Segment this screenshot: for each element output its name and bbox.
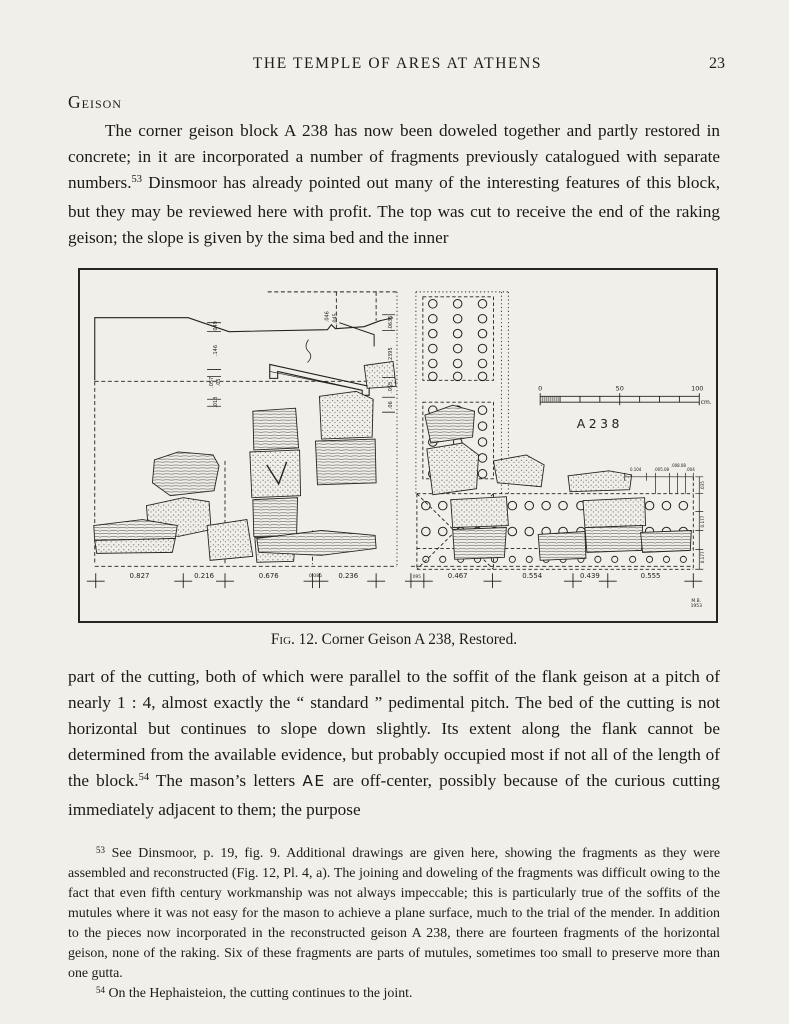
paragraph-2 [68,664,720,823]
scale-fifty-label: 50 [615,384,624,393]
break-squiggle [306,340,311,363]
signature-year: 1953 [690,604,702,610]
dim-label: 0.177 [700,515,706,528]
dim-label: .049 [213,321,220,333]
dim-label: .004 [685,467,695,473]
bottom-dimension-lines [87,566,702,588]
dim-label: 0.216 [194,572,215,581]
page-title: THE TEMPLE OF ARES AT ATHENS [252,55,543,72]
scale-hundred-label: 100 [691,384,704,393]
paragraph-1 [68,118,720,251]
paragraph-2-mid: The mason’s letters [149,771,303,791]
step-cutting-outline [270,365,369,396]
footnote-53-number: 53 [96,845,105,856]
paragraph-2-continued: are off-center, possibly because of the curious cutting immediately adjacent to them; the purpose [68,771,720,820]
scale-unit-label: cm. [700,399,712,407]
figure-caption-label: Fig. [270,631,295,649]
dim-label: .0635 [388,315,395,331]
plan-top-dimensions [625,473,694,494]
dim-label: 095 [412,574,421,580]
dim-label: .06 [388,401,395,410]
paragraph-2-text: part of the cutting, both of which were parallel to the soffit of the flank geison at a pitch of nearly 1 : 4, almost exactly the “ standard ” pedimental pitch. The bed of the cutting is not horizontal but continues to slope down slightly. Its extent along the flank cannot be determined from the available evidence, but probably occupied most if not all of the length of the block. [68,667,720,791]
block-label: A238 [576,416,623,432]
dim-label: .018 [213,396,220,408]
dim-label: .146 [213,345,220,357]
bottom-dimension-labels [130,572,661,580]
footnote-53 [68,844,720,984]
figure-caption-text: 12. Corner Geison A 238, Restored. [294,631,518,649]
dim-label: 0.555 [640,572,661,581]
footnote-54 [68,984,720,1004]
dim-label: .046 [324,311,331,323]
dim-label: 0.085 [308,574,323,580]
paragraph-1-continued: Dinsmoor has already pointed out many of the interesting features of this block, but they may be reviewed here with profit. The top was cut to receive the end of the raking geison; the slope is given by the sima bed and the inner [68,173,720,247]
dim-label: 0.467 [447,572,468,581]
footnote-53-text: See Dinsmoor, p. 19, fig. 9. Additional drawings are given here, showing the fragments as they were assembled and reconstructed (Fig. 12, Pl. 4, a). The joining and doweling of the fragments was difficult owing to the fact that even fifth century workmanship was not always impeccable; this is particularly true of the soffits of the mutules where it was not easy for the mason to achieve a plane surface, much to the trial of the mender. In addition to the pieces now incorporated in the reconstructed geison A 238, there are fourteen fragments of the horizontal geison, none of the raking. Six of these fragments are parts of mutules, sometimes too small to preserve more than one gutta. [68,846,720,982]
section-heading: Geison [68,92,122,112]
right-fragments [425,405,691,560]
dim-label: .055 [388,381,395,394]
dim-label: 0.827 [129,572,150,581]
draftsman-signature [691,598,703,609]
footnote-54-number: 54 [96,985,105,996]
dim-label: .008.08 [670,463,686,469]
dim-label: .2395 [388,347,395,362]
page-number: 23 [709,55,725,72]
footnote-ref-53: 53 [131,174,142,185]
scale-zero-label: 0 [538,384,543,393]
dim-label: 0.439 [579,572,600,581]
scale-bar [540,393,699,405]
left-fragments [94,362,396,563]
dim-label: .057 [209,377,216,389]
dim-label: .035 [700,481,706,491]
dim-label: 0.177 [700,551,706,564]
footnote-54-text: On the Hephaisteion, the cutting continues to the joint. [105,986,413,1002]
scale-bar-labels [538,384,712,406]
signature-initials: M.B. [691,599,702,605]
dim-label: 0.236 [338,572,359,581]
plan-right-dimension-labels [700,481,705,564]
mason-letters: ΑΕ [302,772,326,791]
dim-label: 0.676 [258,572,279,581]
dim-label: .05 [216,378,223,387]
paragraph-1-text: The corner geison block A 238 has now been doweled together and partly restored in concrete; in it are incorporated a number of fragments previously catalogued with separate numbers. [68,121,720,192]
dim-label: 0.104 [629,467,642,473]
dim-label: 0.554 [522,572,543,581]
running-header [68,55,727,77]
footnotes-block [68,844,720,1004]
figure-caption [68,631,720,649]
figure-12-frame [78,268,718,623]
plan-top-dimension-labels [630,463,695,472]
dim-label: .005.08 [653,467,670,473]
footnote-ref-54: 54 [138,772,150,784]
geison-technical-drawing [82,270,714,617]
raking-cut-line [339,323,374,347]
dim-label: .045 [332,313,339,325]
